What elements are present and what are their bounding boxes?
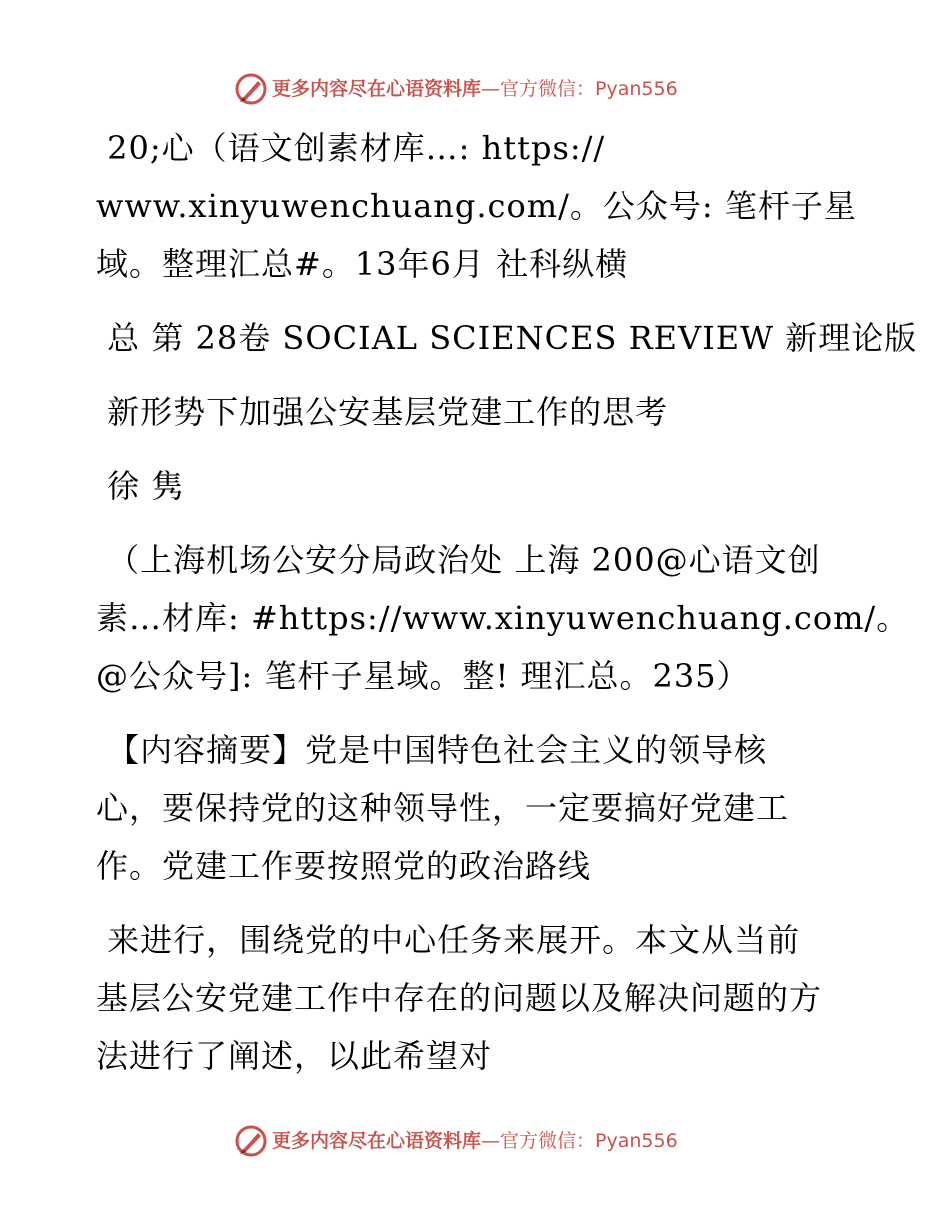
- journal-line: 总 第 28卷 SOCIAL SCIENCES REVIEW 新理论版: [96, 319, 918, 357]
- watermark-main: 更多内容尽在心语资料库: [272, 78, 482, 100]
- watermark-sub: 官方微信：: [500, 78, 596, 100]
- pen-logo-icon: [234, 1124, 268, 1158]
- paper-title: 新形势下加强公安基层党建工作的思考: [96, 393, 669, 431]
- pen-logo-icon: [234, 72, 268, 106]
- abstract-line-1: 【内容摘要】党是中国特色社会主义的领导核: [96, 731, 768, 769]
- affiliation-line-3: @公众号]: 笔杆子星域。整! 理汇总。235）: [96, 657, 750, 695]
- watermark-main: 更多内容尽在心语资料库: [272, 1130, 482, 1152]
- source-line-3: 域。整理汇总#。13年6月 社科纵横: [96, 245, 629, 283]
- body-line-1: 来进行，围绕党的中心任务来展开。本文从当前: [96, 921, 801, 959]
- source-line-1: 20;心（语文创素材库…: https://: [96, 129, 606, 167]
- watermark-id: Pyan556: [595, 78, 678, 100]
- body-line-3: 法进行了阐述，以此希望对: [96, 1037, 493, 1075]
- body-line-2: 基层公安党建工作中存在的问题以及解决问题的方: [96, 979, 823, 1017]
- watermark-banner-bottom: [0, 1122, 950, 1162]
- source-line-2: www.xinyuwenchuang.com/。公众号: 笔杆子星: [96, 187, 857, 225]
- watermark-separator: —: [481, 1130, 501, 1152]
- affiliation-line-1: （上海机场公安分局政治处 上海 200@心语文创: [96, 541, 821, 579]
- abstract-line-3: 作。党建工作要按照党的政治路线: [96, 847, 592, 885]
- watermark-sub: 官方微信：: [500, 1130, 596, 1152]
- watermark-separator: —: [481, 78, 501, 100]
- affiliation-line-2: 素…材库: #https://www.xinyuwenchuang.com/。: [96, 599, 910, 637]
- watermark-banner-top: [0, 70, 950, 110]
- watermark-id: Pyan556: [595, 1130, 678, 1152]
- author-name: 徐 隽: [96, 467, 185, 505]
- watermark-text: [272, 76, 678, 102]
- abstract-line-2: 心，要保持党的这种领导性，一定要搞好党建工: [96, 789, 790, 827]
- watermark-text: [272, 1128, 678, 1154]
